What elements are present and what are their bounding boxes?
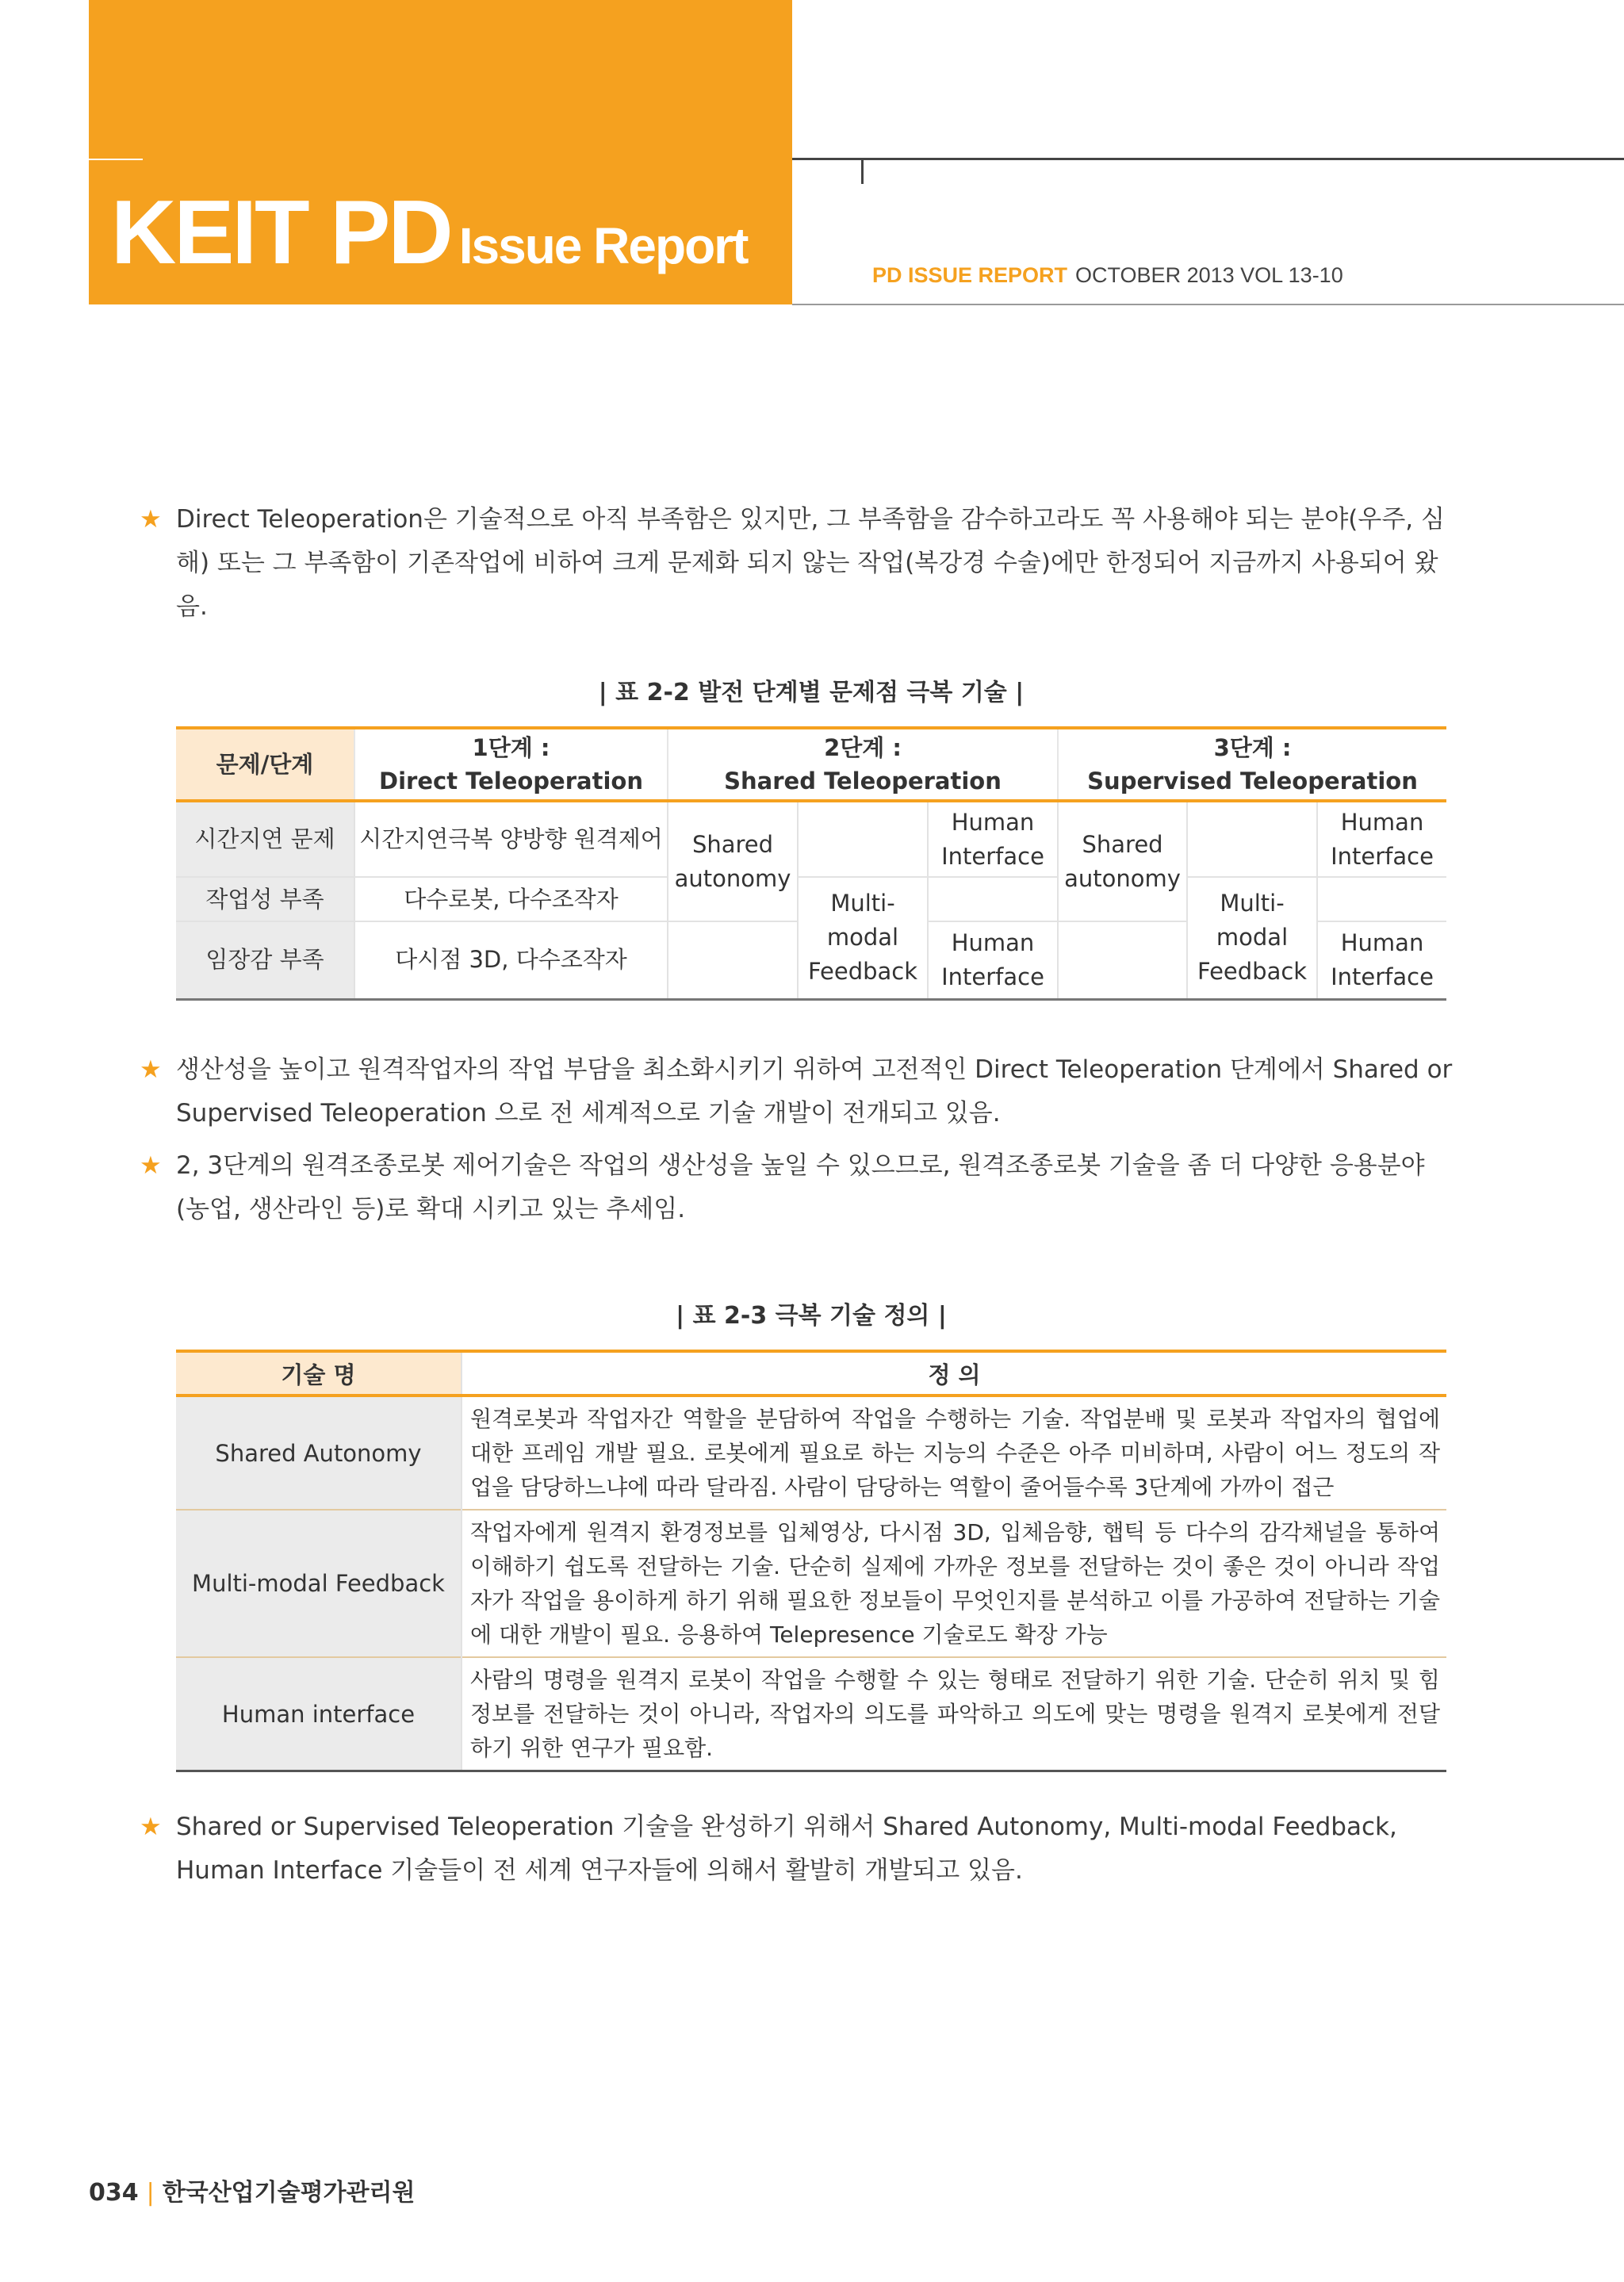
brand-logo [111,181,747,285]
stage-2-header: 2단계 : Shared Teleoperation [668,728,1058,801]
paragraph-text: 생산성을 높이고 원격작업자의 작업 부담을 최소화시키기 위하여 고전적인 Direct Teleoperation 단계에서 Shared or Supervised Teleoperation 으로 전 세계적으로 기술 개발이 전개되고 있음. [176,1055,1453,1128]
footer-separator: | [146,2179,155,2207]
star-bullet-icon: ★ [140,1151,162,1180]
organization-name: 한국산업기술평가관리원 [162,2179,416,2207]
table-row [176,1510,1446,1657]
stage-1-header: 1단계 : Direct Teleoperation [354,728,668,801]
table-2-2-caption: | 표 2-2 발전 단계별 문제점 극복 기술 | [598,679,1025,706]
definition-cell: 사람의 명령을 원격지 로봇이 작업을 수행할 수 있는 형태로 전달하기 위한 기술. 단순히 위치 및 힘 정보를 전달하는 것이 아니라, 작업자의 의도를 파악하고 의도에 맞는 명령을 원격지 로봇에게 전달하기 위한 연구가 필요함. [462,1657,1446,1771]
stage-3-header: 3단계 : Supervised Teleoperation [1058,728,1446,801]
empty-cell [928,877,1058,921]
term-cell: Multi-modal Feedback [176,1510,462,1657]
table-row [176,877,1446,921]
page-number: 034 [89,2179,139,2207]
header-rule-top [792,158,1624,160]
table-row [176,801,1446,877]
shared-autonomy-stage2: Shared autonomy [668,801,798,921]
star-bullet-icon: ★ [140,505,162,534]
multimodal-feedback-stage2: Multi- modal Feedback [798,877,928,999]
human-interface-stage2: Human Interface [928,801,1058,877]
paragraph-text: Direct Teleoperation은 기술적으로 아직 부족함은 있지만, 그 부족함을 감수하고라도 꼭 사용해야 되는 분야(우주, 심해) 또는 그 부족함이 기존작업에 비하여 크게 문제화 되지 않는 작업(복강경 수술)에만 한정되어 지금까지 사용되어 왔음. [176,505,1445,621]
header-rule-tick [861,160,864,184]
stage-1-cell: 다시점 3D, 다수조작자 [354,921,668,999]
header-accent-line [89,159,143,160]
header-rule-bottom [792,304,1624,305]
empty-cell [798,801,928,877]
table-row [176,1396,1446,1510]
table-2-3 [176,1350,1446,1772]
empty-cell [668,921,798,999]
table-2-3-caption: | 표 2-3 극복 기술 정의 | [676,1302,947,1330]
stage-1-cell: 시간지연극복 양방향 원격제어 [354,801,668,877]
row-header-workability: 작업성 부족 [176,877,354,921]
table-corner-header: 문제/단계 [176,728,354,801]
paragraph-text: Shared or Supervised Teleoperation 기술을 완성하기 위해서 Shared Autonomy, Multi-modal Feedback, Human Interface 기술들이 전 세계 연구자들에 의해서 활발히 개발되고 있음. [176,1813,1397,1885]
column-header-definition: 정 의 [462,1351,1446,1396]
human-interface-stage3: Human Interface [1317,801,1446,877]
paragraph-2 [140,1048,1453,1135]
brand-main-text: KEIT PD [111,182,451,283]
empty-cell [1317,877,1446,921]
empty-cell [1187,801,1317,877]
human-interface-stage3: Human Interface [1317,921,1446,999]
term-cell: Human interface [176,1657,462,1771]
issue-date-volume: OCTOBER 2013 VOL 13-10 [1075,263,1343,287]
brand-sub-text: Issue Report [458,217,748,274]
definition-cell: 원격로봇과 작업자간 역할을 분담하여 작업을 수행하는 기술. 작업분배 및 로봇과 작업자의 협업에 대한 프레임 개발 필요. 로봇에게 필요로 하는 지능의 수준은 아주 미비하며, 사람이 어느 정도의 작업을 담당하느냐에 따라 달라짐. 사람이 담당하는 역할이 줄어들수록 3단계에 가까이 접근 [462,1396,1446,1510]
column-header-term: 기술 명 [176,1351,462,1396]
issue-highlight: PD ISSUE REPORT [872,263,1068,287]
page-footer [89,2173,416,2207]
table-row [176,1657,1446,1771]
table-2-2 [176,726,1446,1001]
human-interface-stage2: Human Interface [928,921,1058,999]
paragraph-3 [140,1144,1453,1231]
paragraph-4 [140,1805,1453,1893]
term-cell: Shared Autonomy [176,1396,462,1510]
star-bullet-icon: ★ [140,1813,162,1841]
row-header-time-delay: 시간지연 문제 [176,801,354,877]
row-header-presence: 임장감 부족 [176,921,354,999]
star-bullet-icon: ★ [140,1055,162,1084]
paragraph-text: 2, 3단계의 원격조종로봇 제어기술은 작업의 생산성을 높일 수 있으므로, 원격조종로봇 기술을 좀 더 다양한 응용분야(농업, 생산라인 등)로 확대 시키고 있는 추세임. [176,1151,1425,1223]
multimodal-feedback-stage3: Multi- modal Feedback [1187,877,1317,999]
definition-cell: 작업자에게 원격지 환경정보를 입체영상, 다시점 3D, 입체음향, 햅틱 등 다수의 감각채널을 통하여 이해하기 쉽도록 전달하는 기술. 단순히 실제에 가까운 정보를 전달하는 것이 좋은 것이 아니라 작업자가 작업을 용이하게 하기 위해 필요한 정보들이 무엇인지를 분석하고 이를 가공하여 전달하는 기술에 대한 개발이 필요. 응용하여 Telepresence 기술로도 확장 가능 [462,1510,1446,1657]
paragraph-1 [140,498,1453,629]
empty-cell [1058,921,1187,999]
stage-1-cell: 다수로봇, 다수조작자 [354,877,668,921]
issue-info [872,263,1343,288]
shared-autonomy-stage3: Shared autonomy [1058,801,1187,921]
